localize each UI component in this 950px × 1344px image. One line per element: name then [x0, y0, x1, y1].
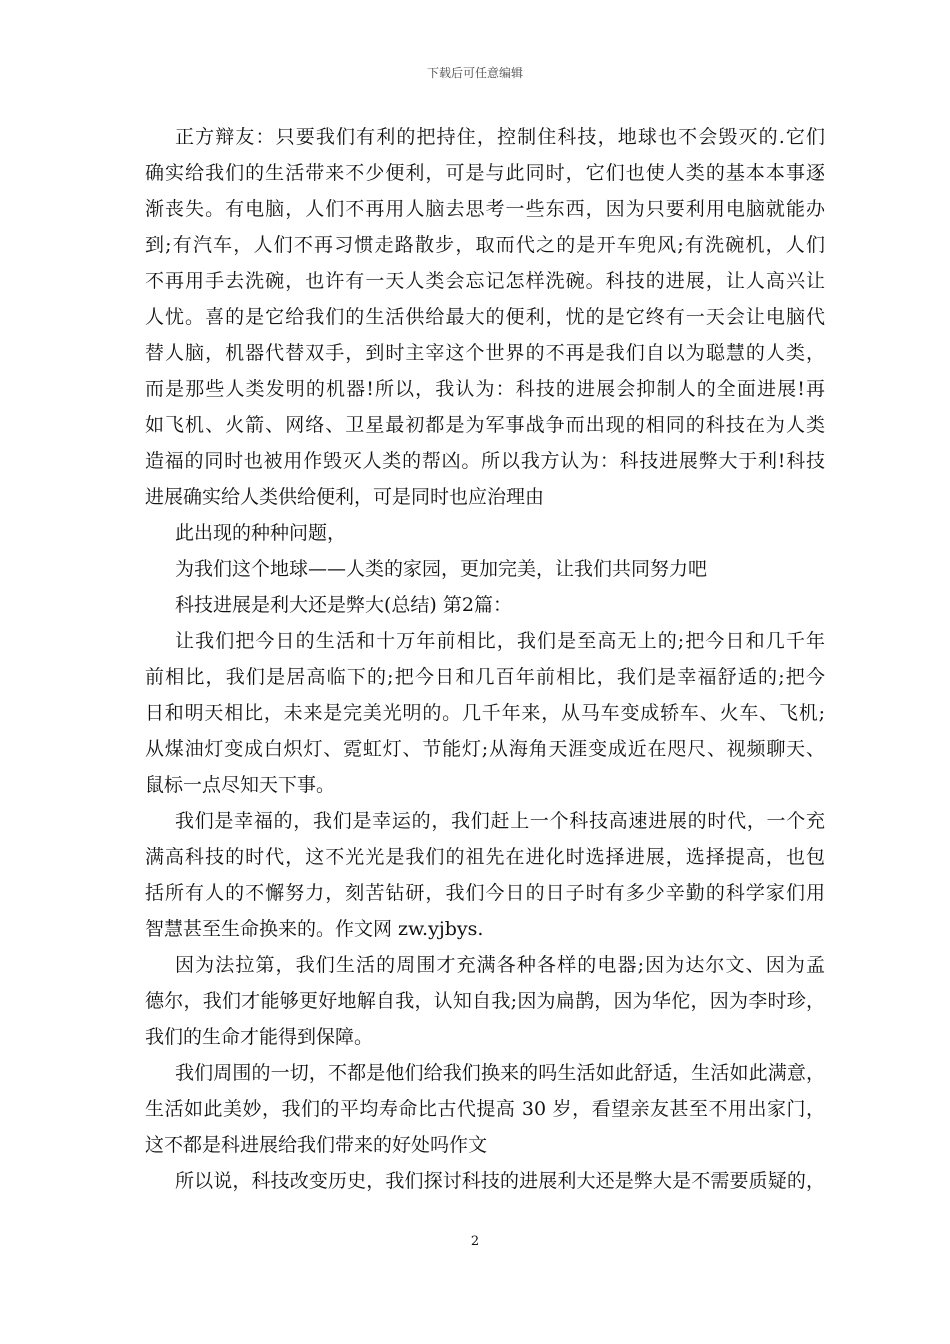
paragraph-line: 从煤油灯变成白炽灯、霓虹灯、节能灯;从海角天涯变成近在咫尺、视频聊天、 — [145, 738, 825, 760]
paragraph-line: 渐丧失。有电脑，人们不再用人脑去思考一些东西，因为只要利用电脑就能办 — [145, 198, 825, 220]
paragraph-line: 而是那些人类发明的机器!所以，我认为：科技的进展会抑制人的全面进展!再 — [145, 378, 825, 400]
paragraph-line: 为我们这个地球——人类的家园，更加完美，让我们共同努力吧 — [175, 558, 708, 580]
paragraph-line: 我们周围的一切，不都是他们给我们换来的吗生活如此舒适，生活如此满意， — [175, 1062, 825, 1084]
paragraph-line: 正方辩友：只要我们有利的把持住，控制住科技，地球也不会毁灭的.它们 — [175, 126, 825, 148]
paragraph-line: 到;有汽车，人们不再习惯走路散步，取而代之的是开车兜风;有洗碗机，人们 — [145, 234, 825, 256]
paragraph-line: 进展确实给人类供给便利，可是同时也应治理由 — [145, 486, 545, 508]
paragraph-line: 德尔，我们才能够更好地解自我，认知自我;因为扁鹊，因为华佗，因为李时珍， — [145, 990, 825, 1012]
paragraph-line: 此出现的种种问题， — [175, 522, 347, 544]
page-number: 2 — [470, 1234, 480, 1249]
paragraph-line: 人忧。喜的是它给我们的生活供给最大的便利，忧的是它终有一天会让电脑代 — [145, 306, 825, 328]
paragraph-line: 括所有人的不懈努力，刻苦钻研，我们今日的日子时有多少辛勤的科学家们用 — [145, 882, 825, 904]
paragraph-line: 不再用手去洗碗，也许有一天人类会忘记怎样洗碗。科技的进展，让人高兴让 — [145, 270, 825, 292]
section-heading: 科技进展是利大还是弊大(总结) 第2篇： — [175, 594, 512, 616]
paragraph-line: 生活如此美妙，我们的平均寿命比古代提高 30 岁，看望亲友甚至不用出家门， — [145, 1098, 825, 1120]
paragraph-line: 所以说，科技改变历史，我们探讨科技的进展利大还是弊大是不需要质疑的， — [175, 1170, 825, 1192]
paragraph-line: 我们是幸福的，我们是幸运的，我们赶上一个科技高速进展的时代，一个充 — [175, 810, 825, 832]
paragraph-line: 智慧甚至生命换来的。作文网 zw.yjbys. — [145, 918, 484, 940]
paragraph-line: 让我们把今日的生活和十万年前相比，我们是至高无上的;把今日和几千年 — [175, 630, 825, 652]
paragraph-line: 前相比，我们是居高临下的;把今日和几百年前相比，我们是幸福舒适的;把今 — [145, 666, 825, 688]
paragraph-line: 这不都是科进展给我们带来的好处吗作文 — [145, 1134, 488, 1156]
paragraph-line: 满高科技的时代，这不光光是我们的祖先在进化时选择进展，选择提高，也包 — [145, 846, 825, 868]
page-header: 下载后可任意编辑 — [426, 66, 523, 80]
paragraph-line: 因为法拉第，我们生活的周围才充满各种各样的电器;因为达尔文、因为孟 — [175, 954, 825, 976]
paragraph-line: 造福的同时也被用作毁灭人类的帮凶。所以我方认为：科技进展弊大于利!科技 — [145, 450, 825, 472]
paragraph-line: 如飞机、火箭、网络、卫星最初都是为军事战争而出现的相同的科技在为人类 — [145, 414, 825, 436]
paragraph-line: 鼠标一点尽知天下事。 — [145, 774, 336, 796]
paragraph-line: 确实给我们的生活带来不少便利，可是与此同时，它们也使人类的基本本事逐 — [145, 162, 825, 184]
paragraph-line: 我们的生命才能得到保障。 — [145, 1026, 374, 1048]
paragraph-line: 替人脑，机器代替双手，到时主宰这个世界的不再是我们自以为聪慧的人类， — [145, 342, 825, 364]
paragraph-line: 日和明天相比，未来是完美光明的。几千年来，从马车变成轿车、火车、飞机; — [145, 702, 825, 724]
